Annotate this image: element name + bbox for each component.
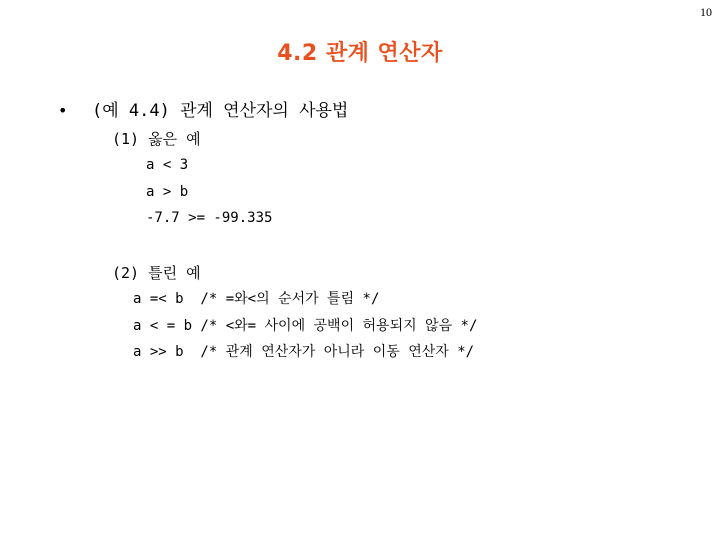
slide-title: 4.2 관계 연산자: [277, 41, 443, 66]
wrong-code-line: a =< b /* =와<의 순서가 틀림 */: [133, 291, 380, 307]
correct-example-heading: (1) 옳은 예: [112, 130, 201, 148]
bullet-icon: •: [58, 101, 68, 120]
page-number: 10: [700, 5, 712, 19]
wrong-code-line: a < = b /* <와= 사이에 공백이 허용되지 않음 */: [133, 318, 478, 334]
bullet-item: [58, 96, 348, 121]
correct-code-line: a > b: [146, 184, 189, 200]
bullet-text: (예 4.4) 관계 연산자의 사용법: [92, 101, 349, 121]
correct-code-line: -7.7 >= -99.335: [146, 210, 273, 226]
wrong-code-line: a >> b /* 관계 연산자가 아니라 이동 연산자 */: [133, 344, 475, 360]
wrong-example-heading: (2) 틀린 예: [112, 264, 201, 282]
correct-code-line: a < 3: [146, 157, 189, 173]
